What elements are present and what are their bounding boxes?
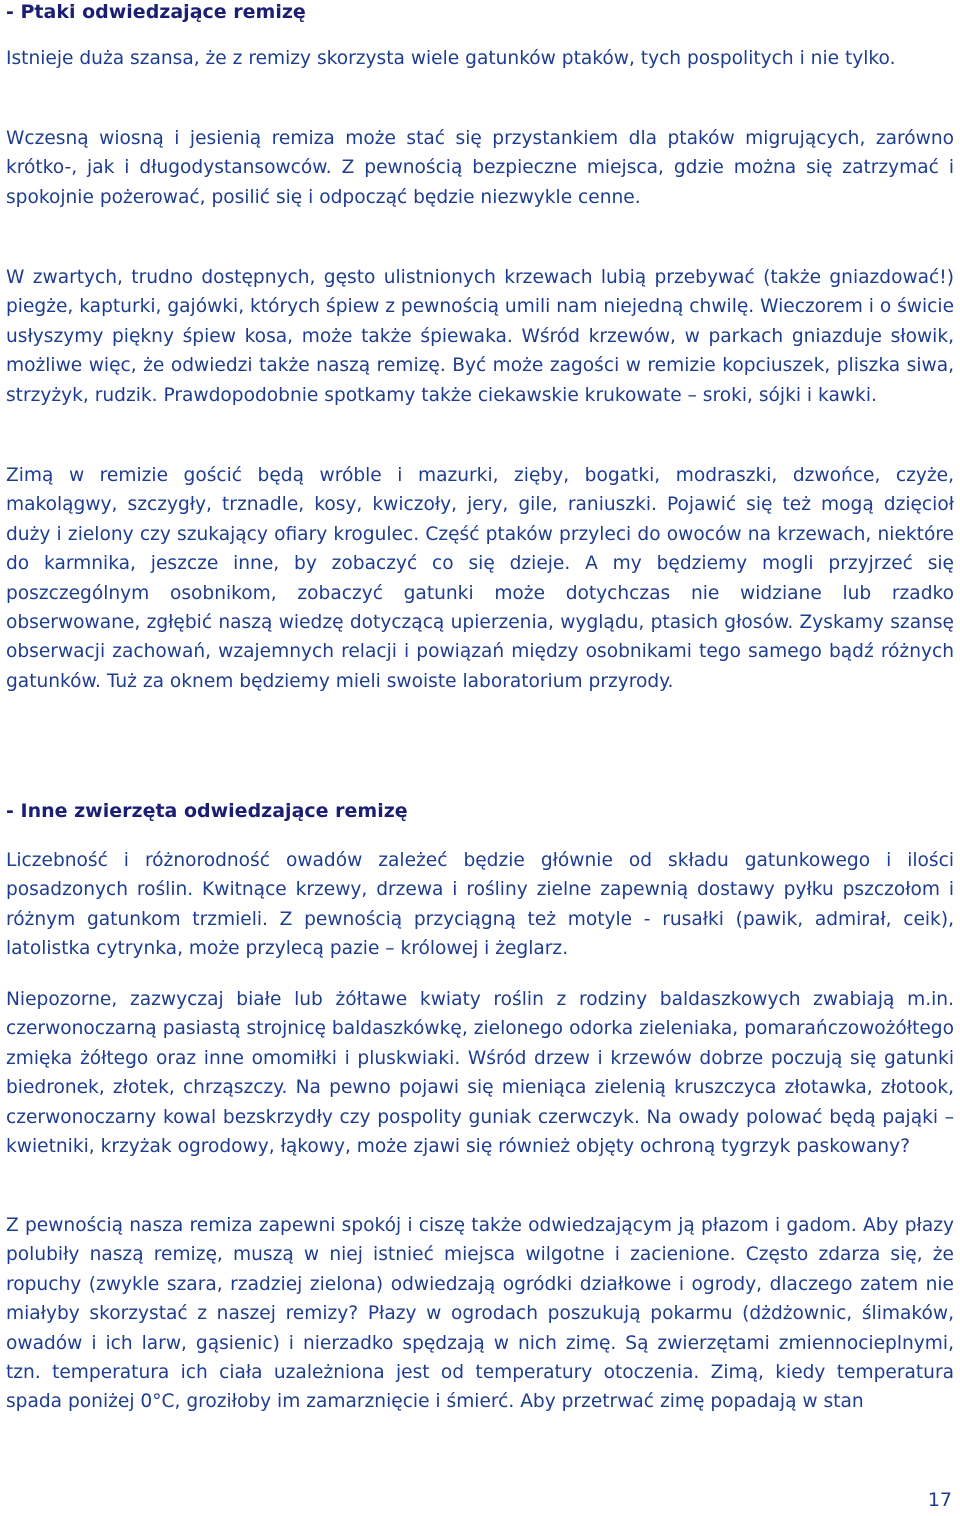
paragraph: Niepozorne, zazwyczaj białe lub żółtawe kwiaty roślin z rodziny baldaszkowych zwabiają m.in. czerwonoczarną pasiastą strojnicę baldaszkówkę, zielonego odorka zieleniaka, pomarańczowożółtego zmięka żółtego oraz inne omomiłki i pluskwiaki. Wśród drzew i krzewów dobrze poczują się gatunki biedronek, złotek, chrząszczy. Na pewno pojawi się mieniąca zielenią kruszczyca złotawka, złotook, czerwonoczarny kowal bezskrzydły czy pospolity guniak czerwczyk. Na owady polować będą pająki – kwietniki, krzyżak ogrodowy, łąkowy, może zjawi się również objęty ochroną tygrzyk paskowany? — [6, 989, 954, 1158]
page-number: 17 — [927, 1489, 952, 1511]
paragraph: Wczesną wiosną i jesienią remiza może stać się przystankiem dla ptaków migrujących, zarówno krótko-, jak i długodystansowców. Z pewnością bezpieczne miejsca, gdzie można się zatrzymać i spokojnie pożerować, posilić się i odpocząć będzie niezwykle cenne. — [6, 128, 954, 208]
paragraph: W zwartych, trudno dostępnych, gęsto ulistnionych krzewach lubią przebywać (także gniazdować!) piegże, kapturki, gajówki, których śpiew z pewnością umili nam niejedną chwilę. Wieczorem i o świcie usłyszymy piękny śpiew kosa, może także śpiewaka. Wśród krzewów, w parkach gniazduje słowik, możliwe więc, że odwiedzi także naszą remizę. Być może zagości w remizie kopciuszek, pliszka siwa, strzyżyk, rudzik. Prawdopodobnie spotkamy także ciekawskie krukowate – sroki, sójki i kawki. — [6, 267, 955, 406]
section-heading-birds: - Ptaki odwiedzające remizę — [6, 1, 306, 23]
section-heading-other-animals: - Inne zwierzęta odwiedzające remizę — [6, 800, 408, 822]
paragraph: Liczebność i różnorodność owadów zależeć będzie głównie od składu gatunkowego i ilości posadzonych roślin. Kwitnące krzewy, drzewa i rośliny zielne zapewnią dostawy pyłku pszczołom i różnym gatunkom trzmieli. Z pewnością przyciągną też motyle - rusałki (pawik, admirał, ceik), latolistka cytrynka, może przylecą pazie – królowej i żeglarz. — [6, 850, 954, 960]
paragraph: Zimą w remizie gościć będą wróble i mazurki, zięby, bogatki, modraszki, dzwońce, czyże, makolągwy, szczygły, trznadle, kosy, kwiczoły, jery, gile, raniuszki. Pojawić się też mogą dzięcioł duży i zielony czy szukający ofiary krogulec. Część ptaków przyleci do owoców na krzewach, niektóre do karmnika, jeszcze inne, by zobaczyć co się dzieje. A my będziemy mogli przyjrzeć się poszczególnym osobnikom, zobaczyć gatunki może dotychczas nie widziane lub rzadko obserwowane, zgłębić naszą wiedzę dotyczącą upierzenia, wyglądu, ptasich głosów. Zyskamy szansę obserwacji zachowań, wzajemnych relacji i powiązań między osobnikami tego samego bądź różnych gatunków. Tuż za oknem będziemy mieli swoiste laboratorium przyrody. — [6, 465, 954, 692]
paragraph: Z pewnością nasza remiza zapewni spokój i ciszę także odwiedzającym ją płazom i gadom. Aby płazy polubiły naszą remizę, muszą w niej istnieć miejsca wilgotne i zacienione. Często zdarza się, że ropuchy (zwykle szara, rzadziej zielona) odwiedzają ogródki działkowe i ogrody, dlaczego zatem nie miałyby skorzystać z naszej remizy? Płazy w ogrodach poszukują pokarmu (dżdżownic, ślimaków, owadów i ich larw, gąsienic) i nierzadko spędzają w nich zimę. Są zwierzętami zmiennocieplnymi, tzn. temperatura ich ciała uzależniona jest od temperatury otoczenia. Zimą, kiedy temperatura spada poniżej 0°C, groziłoby im zamarznięcie i śmierć. Aby przetrwać zimę popadają w stan — [6, 1215, 954, 1413]
paragraph: Istnieje duża szansa, że z remizy skorzysta wiele gatunków ptaków, tych pospolitych i nie tylko. — [6, 48, 896, 69]
